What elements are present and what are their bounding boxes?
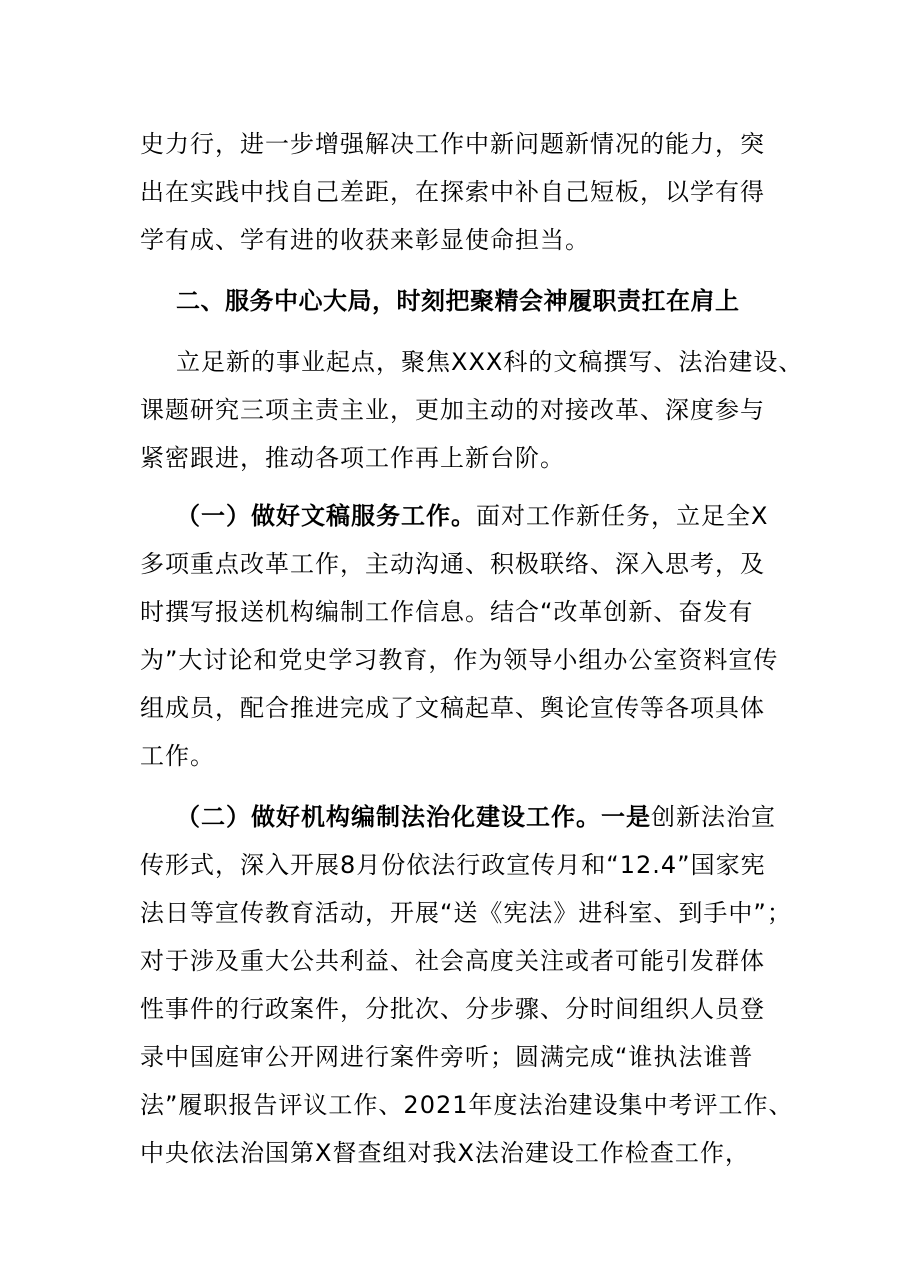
section-heading: 二、服务中心大局，时刻把聚精会神履职责扛在肩上 — [176, 287, 740, 315]
paragraph-text: 面对工作新任务，立足全X — [476, 502, 769, 530]
paragraph-line: 课题研究三项主责主业，更加主动的对接改革、深度参与 — [140, 396, 765, 424]
paragraph-line: 中央依法治国第X督查组对我X法治建设工作检查工作， — [140, 1139, 750, 1167]
paragraph-text: 创新法治宣 — [651, 803, 776, 831]
paragraph-line: 性事件的行政案件，分批次、分步骤、分时间组织人员登 — [140, 995, 765, 1023]
paragraph-line: 出在实践中找自己差距，在探索中补自己短板，以学有得 — [140, 178, 765, 206]
subsection-line — [176, 496, 826, 536]
paragraph-line: 多项重点改革工作，主动沟通、积极联络、深入思考，及 — [140, 550, 765, 578]
subsection-title: （二）做好机构编制法治化建设工作。一是 — [176, 803, 651, 831]
paragraph-line: 法”履职报告评议工作、2021年度法治建设集中考评工作、 — [140, 1091, 794, 1119]
paragraph-line: 为”大讨论和党史学习教育，作为领导小组办公室资料宣传 — [140, 646, 779, 674]
subsection-title: （一）做好文稿服务工作。 — [176, 502, 476, 530]
paragraph-line: 立足新的事业起点，聚焦XXX科的文稿撰写、法治建设、 — [176, 348, 804, 376]
paragraph-line: 录中国庭审公开网进行案件旁听；圆满完成“谁执法谁普 — [140, 1043, 754, 1071]
paragraph-line: 组成员，配合推进完成了文稿起草、舆论宣传等各项具体 — [140, 694, 765, 722]
paragraph-line: 史力行，进一步增强解决工作中新问题新情况的能力，突 — [140, 130, 765, 158]
subsection-line — [176, 797, 826, 837]
paragraph-line: 工作。 — [140, 742, 215, 770]
paragraph-line: 学有成、学有进的收获来彰显使命担当。 — [140, 226, 590, 254]
paragraph-line: 传形式，深入开展8月份依法行政宣传月和“12.4”国家宪 — [140, 851, 766, 879]
paragraph-line: 对于涉及重大公共利益、社会高度关注或者可能引发群体 — [140, 947, 765, 975]
paragraph-line: 紧密跟进，推动各项工作再上新台阶。 — [140, 444, 565, 472]
paragraph-line: 法日等宣传教育活动，开展“送《宪法》进科室、到手中”； — [140, 899, 792, 927]
paragraph-line: 时撰写报送机构编制工作信息。结合“改革创新、奋发有 — [140, 598, 754, 626]
